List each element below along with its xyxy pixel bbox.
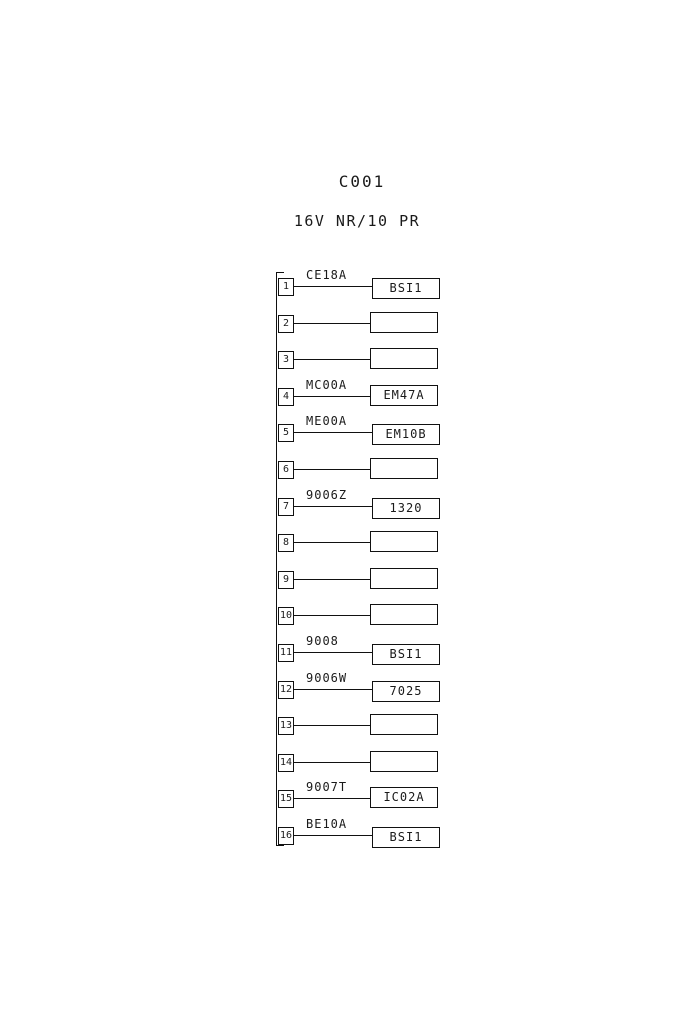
destination-box[interactable] — [370, 568, 438, 589]
destination-box[interactable]: 7025 — [372, 681, 440, 702]
pin-number-box[interactable]: 9 — [278, 571, 294, 589]
table-row — [278, 528, 478, 565]
wire-line — [294, 762, 372, 763]
destination-box[interactable]: EM10B — [372, 424, 440, 445]
pin-number-box[interactable]: 11 — [278, 644, 294, 662]
table-row — [278, 414, 478, 455]
destination-box[interactable] — [370, 531, 438, 552]
pin-number-box[interactable]: 3 — [278, 351, 294, 369]
pin-number-box[interactable]: 1 — [278, 278, 294, 296]
wire-line — [294, 396, 372, 397]
table-row — [278, 487, 478, 529]
destination-box[interactable] — [370, 751, 438, 772]
table-row — [278, 670, 478, 712]
wire-line — [294, 798, 372, 799]
destination-box[interactable] — [370, 604, 438, 625]
pin-number-box[interactable]: 14 — [278, 754, 294, 772]
destination-box[interactable]: EM47A — [370, 385, 438, 406]
wire-line — [294, 579, 372, 580]
wire-label: 9006Z — [306, 487, 348, 502]
pin-number-box[interactable]: 12 — [278, 681, 294, 699]
wire-label: 9008 — [306, 633, 339, 648]
pin-number-box[interactable]: 4 — [278, 388, 294, 406]
wire-line — [294, 506, 374, 507]
diagram-subtitle-text: 16V NR/10 PR — [293, 212, 421, 230]
table-row — [278, 455, 478, 492]
destination-box[interactable] — [370, 714, 438, 735]
destination-box[interactable]: BSI1 — [372, 278, 440, 299]
wire-line — [294, 689, 374, 690]
wire-line — [294, 542, 372, 543]
wire-label: ME00A — [306, 414, 348, 429]
wire-line — [294, 615, 372, 616]
wire-label: CE18A — [306, 268, 348, 282]
destination-box[interactable] — [370, 458, 438, 479]
destination-box[interactable] — [370, 312, 438, 333]
pin-number-box[interactable]: 10 — [278, 607, 294, 625]
table-row — [278, 377, 478, 419]
wire-line — [294, 286, 374, 287]
wire-label: 9007T — [306, 780, 348, 795]
pin-number-box[interactable]: 6 — [278, 461, 294, 479]
wire-line — [294, 359, 372, 360]
pin-number-box[interactable]: 16 — [278, 827, 294, 845]
pin-number-box[interactable]: 15 — [278, 790, 294, 808]
destination-box[interactable]: BSI1 — [372, 827, 440, 848]
wire-label: BE10A — [306, 816, 348, 831]
destination-box[interactable] — [370, 348, 438, 369]
table-row — [278, 268, 478, 309]
pin-row-list — [278, 268, 478, 858]
destination-box[interactable]: IC02A — [370, 787, 438, 808]
table-row — [278, 748, 478, 785]
wire-line — [294, 652, 374, 653]
wire-label: MC00A — [306, 377, 348, 392]
wire-line — [294, 835, 374, 836]
table-row — [278, 711, 478, 748]
table-row — [278, 780, 478, 821]
pin-number-box[interactable]: 7 — [278, 498, 294, 516]
pin-number-box[interactable]: 8 — [278, 534, 294, 552]
wire-line — [294, 323, 372, 324]
destination-box[interactable]: 1320 — [372, 498, 440, 519]
table-row — [278, 601, 478, 638]
pin-number-box[interactable]: 13 — [278, 717, 294, 735]
diagram-subtitle — [0, 212, 700, 230]
table-row — [278, 309, 478, 346]
diagram-title — [0, 172, 700, 191]
wire-line — [294, 469, 372, 470]
wire-label: 9006W — [306, 670, 348, 685]
pin-number-box[interactable]: 5 — [278, 424, 294, 442]
destination-box[interactable]: BSI1 — [372, 644, 440, 665]
table-row — [278, 816, 478, 858]
wire-line — [294, 725, 372, 726]
table-row — [278, 565, 478, 602]
table-row — [278, 633, 478, 675]
table-row — [278, 345, 478, 382]
wire-line — [294, 432, 374, 433]
diagram-title-text: C001 — [338, 172, 386, 191]
pin-number-box[interactable]: 2 — [278, 315, 294, 333]
